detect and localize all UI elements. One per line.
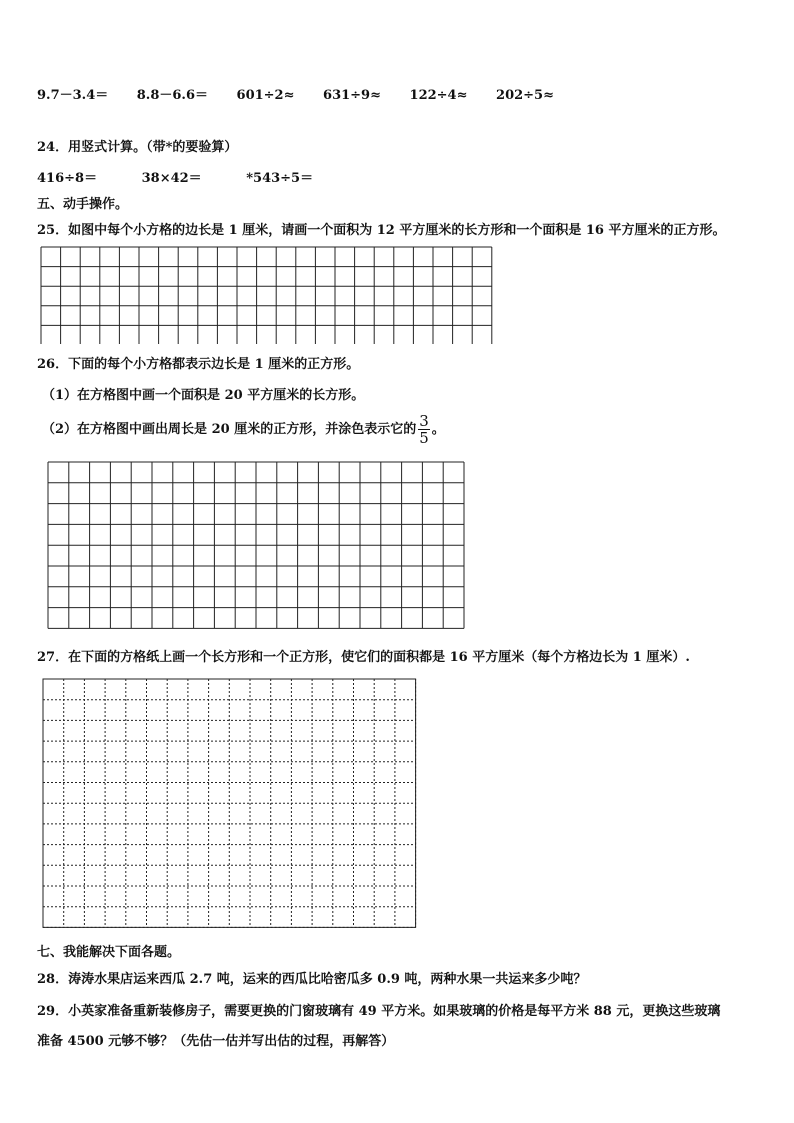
q28-text: 28．涛涛水果店运来西瓜 2.7 吨，运来的西瓜比哈密瓜多 0.9 吨，两种水果一共运来多少吨？ [37,972,587,987]
section-7-heading: 七、我能解决下面各题。 [37,945,181,960]
q24-items [37,167,337,186]
q27-text: 27．在下面的方格纸上画一个长方形和一个正方形，使它们的面积都是 16 平方厘米（每个方格边长为 1 厘米）. [37,650,690,665]
q24-item-1: 416÷8＝ [37,171,98,186]
section-5-heading: 五、动手操作。 [37,197,129,212]
q24-item-2: 38×42＝ [141,171,202,186]
q27-grid-svg[interactable] [42,678,418,930]
q26-sub2-pre: （2）在方格图中画出周长是 20 厘米的正方形，并涂色表示它的 [42,422,417,437]
q25-grid[interactable] [40,246,496,344]
q27-grid[interactable] [42,678,418,930]
expr-3: 601÷2≈ [236,88,295,103]
expr-2: 8.8－6.6＝ [136,88,208,103]
q24-item-3: *543÷5＝ [246,171,314,186]
expr-6: 202÷5≈ [496,88,554,103]
q26-sub1: （1）在方格图中画一个面积是 20 平方厘米的长方形。 [42,388,365,403]
q29-line-1: 29．小英家准备重新装修房子，需要更换的门窗玻璃有 49 平方米。如果玻璃的价格是每平方米 88 元，更换这些玻璃 [37,1004,721,1019]
q26-grid-svg[interactable] [47,461,467,631]
expr-4: 631÷9≈ [323,88,381,103]
estimation-row [37,84,578,103]
q25-text: 25．如图中每个小方格的边长是 1 厘米，请画一个面积为 12 平方厘米的长方形和一个面积是 16 平方厘米的正方形。 [37,223,726,238]
q25-grid-svg[interactable] [40,246,496,344]
q24-title: 24．用竖式计算。（带*的要验算） [37,140,238,155]
fraction [418,413,430,446]
expr-5: 122÷4≈ [409,88,468,103]
q26-sub2-post: 。 [431,422,445,437]
fraction-denominator: 5 [419,429,429,447]
q26-text: 26．下面的每个小方格都表示边长是 1 厘米的正方形。 [37,357,360,372]
fraction-numerator: 3 [419,412,429,430]
q26-sub2 [42,413,445,446]
q26-grid[interactable] [47,461,467,631]
expr-1: 9.7－3.4＝ [37,88,109,103]
q29-line-2: 准备 4500 元够不够？（先估一估并写出估的过程，再解答） [37,1034,395,1049]
